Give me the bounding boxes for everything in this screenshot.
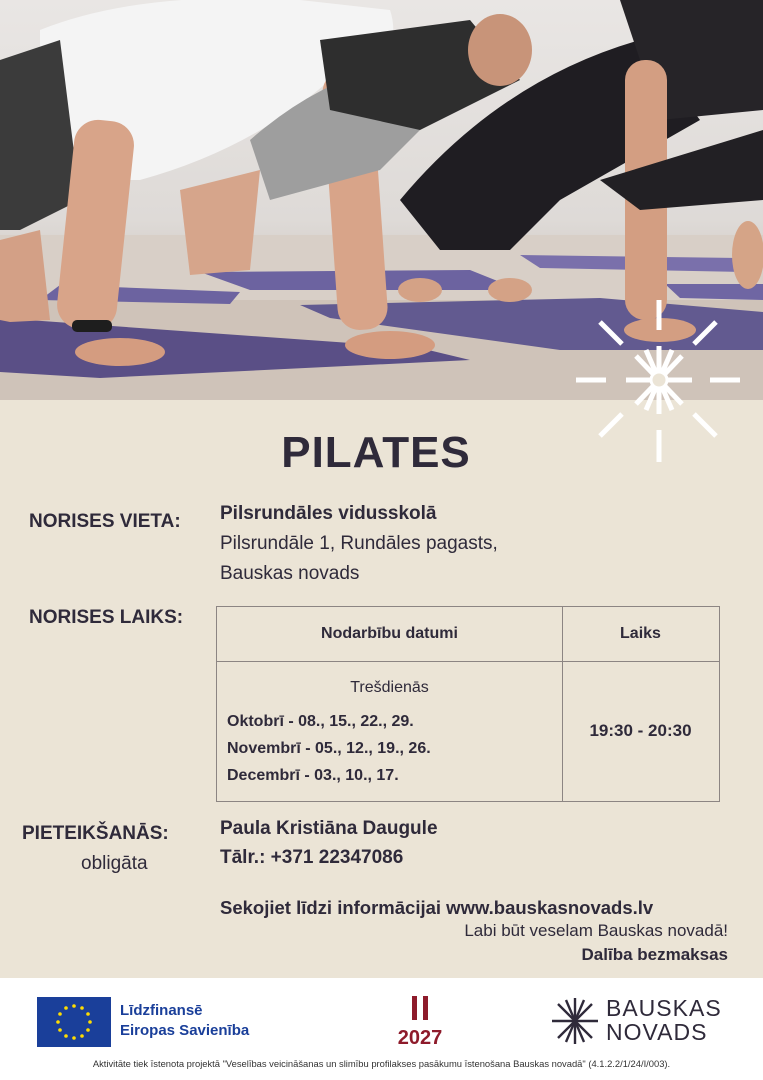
project-note: Aktivitāte tiek īstenota projektā "Veselības veicināšanas un slimību profilakses pasākumu īstenošana Bauskas novadā" (4.1.2.2/1/24/I/003). [92, 1058, 671, 1069]
schedule-table [216, 606, 720, 802]
bn-line2: NOVADS [606, 1019, 708, 1045]
time-column-header: Laiks [562, 607, 719, 662]
date-line-november: Novembrī - 05., 12., 19., 26. [227, 740, 431, 757]
registration-note: obligāta [81, 853, 148, 874]
venue-label: NORISES VIETA: [29, 511, 181, 532]
info-line: Sekojiet līdzi informācijai www.bauskasnovads.lv [220, 897, 654, 918]
venue-address-line1: Pilsrundāle 1, Rundāles pagasts, [220, 533, 498, 554]
dates-column-header: Nodarbību datumi [217, 607, 562, 662]
date-line-october: Oktobrī - 08., 15., 22., 29. [227, 713, 414, 730]
venue-address-line2: Bauskas novads [220, 563, 360, 584]
eu-flag-icon [37, 997, 111, 1047]
class-time: 19:30 - 20:30 [589, 721, 692, 740]
latvia-2027-logo [388, 994, 452, 1046]
bauskas-novads-logo-icon [550, 996, 600, 1046]
eu-cofunding-text [120, 1001, 249, 1041]
bauskas-novads-text [606, 996, 722, 1044]
weekday-text: Trešdienās [350, 679, 429, 696]
contact-name: Paula Kristiāna Daugule [220, 818, 438, 839]
registration-label: PIETEIKŠANĀS: [22, 823, 169, 844]
eu-line1: Līdzfinansē [120, 1002, 203, 1019]
schedule-label: NORISES LAIKS: [29, 607, 184, 628]
date-line-december: Decembrī - 03., 10., 17. [227, 767, 399, 784]
venue-name: Pilsrundāles vidusskolā [220, 503, 437, 524]
contact-phone: Tālr.: +371 22347086 [220, 847, 404, 868]
year-logo-text: 2027 [397, 1027, 443, 1046]
slogan: Labi būt veselam Bauskas novadā! [464, 921, 728, 940]
bn-line1: BAUSKAS [606, 995, 722, 1021]
page-title: PILATES [281, 428, 471, 477]
eu-line2: Eiropas Savienība [120, 1022, 250, 1039]
free-participation: Dalība bezmaksas [581, 945, 728, 964]
